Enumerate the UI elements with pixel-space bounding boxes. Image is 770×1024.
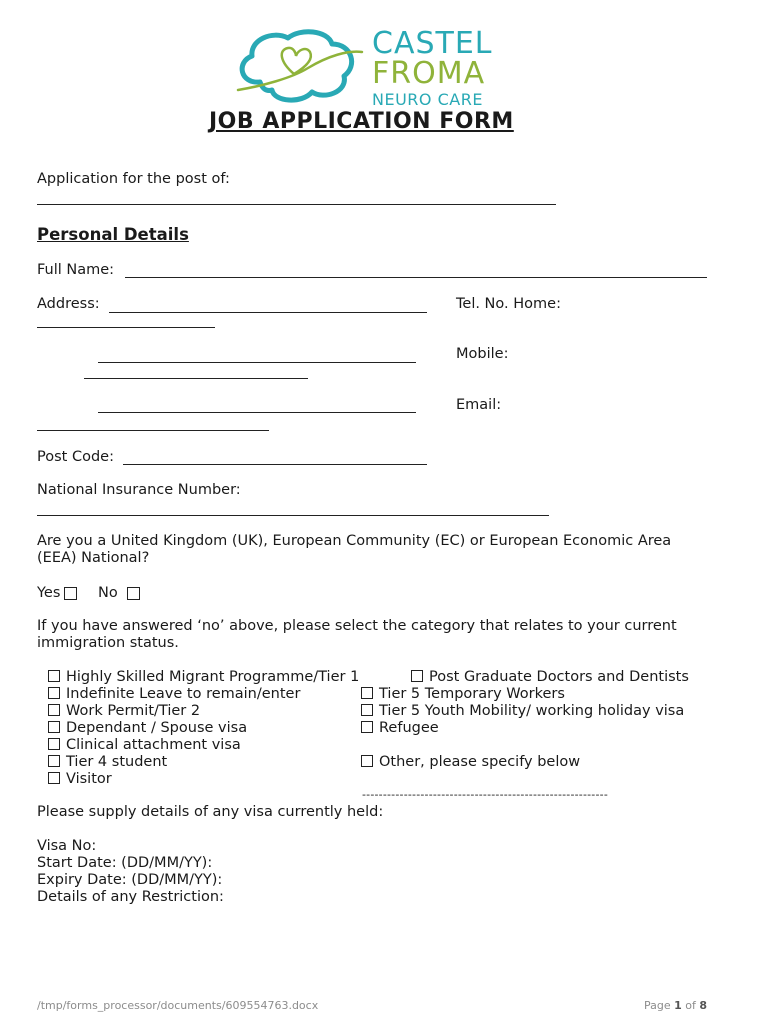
post-label: Application for the post of: xyxy=(37,171,230,187)
checkbox[interactable] xyxy=(48,721,60,733)
option-label: Visitor xyxy=(66,771,112,787)
page-current: 1 xyxy=(674,999,682,1012)
option-tier-4[interactable] xyxy=(48,754,167,770)
checkbox[interactable] xyxy=(411,670,423,682)
address-label: Address: xyxy=(37,296,100,312)
option-label: Tier 5 Temporary Workers xyxy=(379,686,565,702)
option-work-permit[interactable] xyxy=(48,703,200,719)
page-total: 8 xyxy=(699,999,708,1012)
footer-path: /tmp/forms_processor/documents/609554763.docx xyxy=(37,999,319,1012)
address-field-line-2[interactable] xyxy=(98,362,416,363)
option-label: Indefinite Leave to remain/enter xyxy=(66,686,301,702)
restriction-label: Details of any Restriction: xyxy=(37,889,224,905)
checkbox[interactable] xyxy=(48,687,60,699)
option-indefinite-leave[interactable] xyxy=(48,686,300,702)
option-label: Tier 4 student xyxy=(66,754,168,770)
form-title: JOB APPLICATION FORM xyxy=(209,109,514,134)
option-tier-5-temporary[interactable] xyxy=(361,686,565,702)
personal-details-heading: Personal Details xyxy=(37,225,189,244)
option-label: Refugee xyxy=(379,720,439,736)
logo-line-castel: CASTEL xyxy=(372,26,493,61)
immigration-intro-line-2: immigration status. xyxy=(37,635,179,651)
option-label: Dependant / Spouse visa xyxy=(66,720,248,736)
checkbox[interactable] xyxy=(48,670,60,682)
nationality-question-line-2: (EEA) National? xyxy=(37,550,150,566)
other-specify-dashes[interactable]: ----------------------------------------------------------- xyxy=(362,788,608,801)
of-word: of xyxy=(685,999,696,1012)
yes-label: Yes xyxy=(37,585,61,601)
footer-page-number xyxy=(644,999,707,1012)
expiry-date-label: Expiry Date: (DD/MM/YY): xyxy=(37,872,223,888)
logo-line-neuro-care: NEURO CARE xyxy=(372,90,483,109)
no-label: No xyxy=(98,585,118,601)
checkbox[interactable] xyxy=(48,772,60,784)
immigration-intro-line-1: If you have answered ‘no’ above, please select the category that relates to your current xyxy=(37,618,677,634)
visa-no-label: Visa No: xyxy=(37,838,97,854)
post-code-label: Post Code: xyxy=(37,449,114,465)
no-checkbox[interactable] xyxy=(127,587,140,600)
checkbox[interactable] xyxy=(48,738,60,750)
checkbox[interactable] xyxy=(48,704,60,716)
option-clinical-attachment[interactable] xyxy=(48,737,241,753)
start-date-label: Start Date: (DD/MM/YY): xyxy=(37,855,213,871)
option-label: Post Graduate Doctors and Dentists xyxy=(429,669,689,685)
option-label: Clinical attachment visa xyxy=(66,737,241,753)
option-dependant-spouse[interactable] xyxy=(48,720,247,736)
address-field-line-1[interactable] xyxy=(109,312,427,313)
option-pg-doctors[interactable] xyxy=(411,669,689,685)
nationality-question-line-1: Are you a United Kingdom (UK), European Community (EC) or European Economic Area xyxy=(37,533,672,549)
tel-home-label: Tel. No. Home: xyxy=(456,296,561,312)
logo xyxy=(232,26,522,112)
brain-heart-logo-icon xyxy=(232,26,368,112)
option-tier-1[interactable] xyxy=(48,669,359,685)
option-label: Other, please specify below xyxy=(379,754,581,770)
checkbox[interactable] xyxy=(361,721,373,733)
option-label: Highly Skilled Migrant Programme/Tier 1 xyxy=(66,669,360,685)
post-code-field-line[interactable] xyxy=(123,464,427,465)
option-label: Work Permit/Tier 2 xyxy=(66,703,201,719)
full-name-field-line[interactable] xyxy=(125,277,707,278)
checkbox[interactable] xyxy=(48,755,60,767)
checkbox[interactable] xyxy=(361,687,373,699)
post-field-line[interactable] xyxy=(37,204,556,205)
option-visitor[interactable] xyxy=(48,771,112,787)
yes-checkbox[interactable] xyxy=(64,587,77,600)
yes-option[interactable] xyxy=(37,585,77,601)
mobile-label: Mobile: xyxy=(456,346,509,362)
tel-home-field-line[interactable] xyxy=(37,327,215,328)
visa-supply-label: Please supply details of any visa currently held: xyxy=(37,804,384,820)
option-tier-5-youth[interactable] xyxy=(361,703,684,719)
address-field-line-3[interactable] xyxy=(98,412,416,413)
logo-line-froma: FROMA xyxy=(372,56,486,91)
ni-number-label: National Insurance Number: xyxy=(37,482,241,498)
ni-number-field-line[interactable] xyxy=(37,515,549,516)
full-name-label: Full Name: xyxy=(37,262,115,278)
checkbox[interactable] xyxy=(361,704,373,716)
checkbox[interactable] xyxy=(361,755,373,767)
page-word: Page xyxy=(644,999,671,1012)
email-label: Email: xyxy=(456,397,502,413)
option-other[interactable] xyxy=(361,754,580,770)
option-label: Tier 5 Youth Mobility/ working holiday visa xyxy=(379,703,685,719)
email-field-line[interactable] xyxy=(37,430,269,431)
mobile-field-line[interactable] xyxy=(84,378,308,379)
option-refugee[interactable] xyxy=(361,720,439,736)
no-option[interactable] xyxy=(98,585,140,601)
